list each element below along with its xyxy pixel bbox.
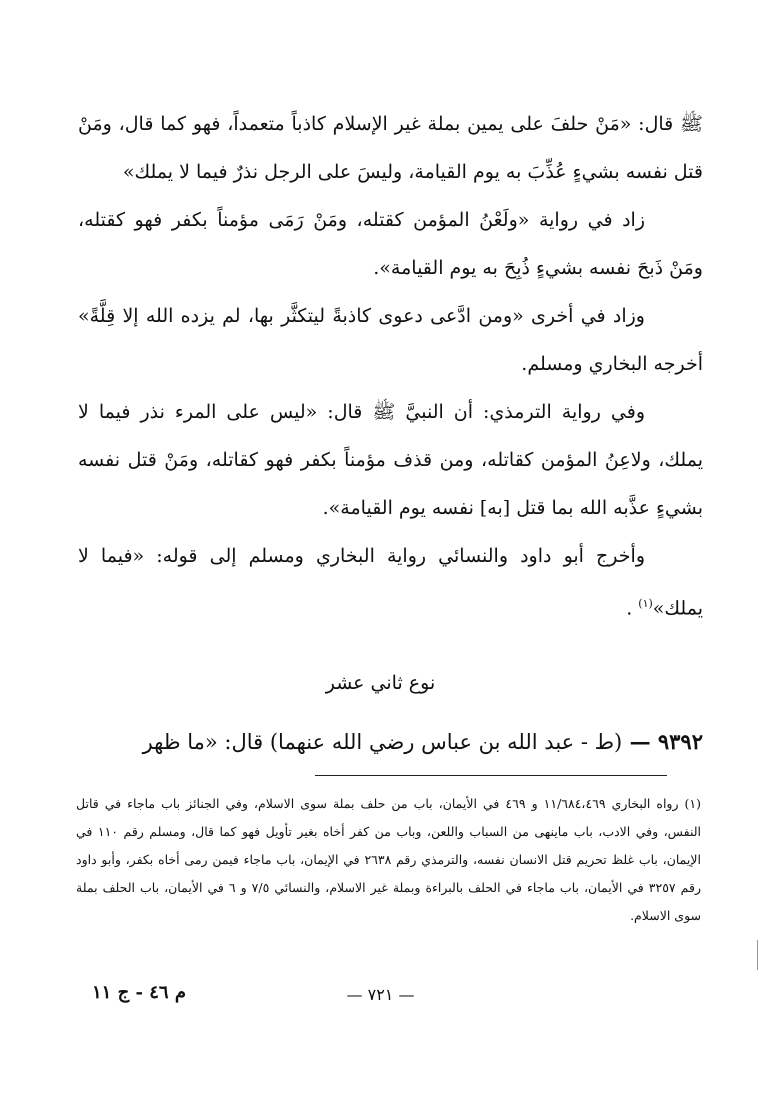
- paragraph-5: [78, 532, 703, 632]
- hadith-dash: —: [629, 729, 651, 754]
- footnote-reference: (١): [638, 597, 653, 610]
- paragraph-2: زاد في رواية «ولَعْنُ المؤمن كقتله، ومَنْ رَمَى مؤمناً بكفر فهو كقتله، ومَنْ ذَبحَ نفسه بشيءٍ ذُبِحَ به يوم القيامة».: [78, 209, 703, 279]
- footnote-text: (١) رواه البخاري ١١/٦٨٤،٤٦٩ و ٤٦٩ في الأيمان، باب من حلف بملة سوى الاسلام، وفي الجنائز باب ماجاء في قاتل النفس، وفي الادب، باب ماينهى من السباب واللعن، وباب من كفر أخاه بغير تأويل فهو كما قال، ومسلم رقم ١١٠ في الإيمان، باب غلظ تحريم قتل الانسان نفسه، والترمذي رقم ٢٦٣٨ في الإيمان، باب ماجاء فيمن رمى أخاه بكفر، وأبو داود رقم ٣٢٥٧ في الأيمان، باب ماجاء في الحلف بالبراءة وبملة غير الاسلام، والنسائي ٧/٥ و ٦ في الأيمان، باب الحلف بملة سوى الاسلام.: [76, 796, 702, 923]
- paragraph-3: وزاد في أخرى «ومن ادَّعى دعوى كاذبةً ليتكثَّر بها، لم يزده الله إلا قِلَّةً» أخرجه البخاري ومسلم.: [78, 305, 703, 375]
- hadith-number: ٩٣٩٢: [657, 729, 703, 754]
- footnote-separator: [315, 775, 667, 776]
- paragraph-5-text: وأخرج أبو داود والنسائي رواية البخاري ومسلم إلى قوله: «فيما لا يملك»: [78, 545, 703, 620]
- footnote: [76, 790, 701, 930]
- scan-edge-mark: [757, 940, 758, 970]
- printer-signature: م ٤٦ - ج ١١: [92, 982, 186, 1003]
- paragraph-5-period: .: [626, 597, 633, 620]
- hadith-header-text: (ط - عبد الله بن عباس رضي الله عنهما) قال: «ما ظهر: [142, 730, 623, 754]
- paragraph-4: وفي رواية الترمذي: أن النبيَّ ﷺ قال: «ليس على المرء نذر فيما لا يملك، ولاعِنُ المؤمن كقاتله، ومن قذف مؤمناً بكفر فهو كقاتله، ومَنْ قتل نفسه بشيءٍ عذَّبه الله بما قتل [به] نفسه يوم القيامة».: [78, 401, 703, 519]
- section-title: نوع ثاني عشر: [325, 672, 436, 694]
- paragraph-1: ﷺ قال: «مَنْ حلفَ على يمين بملة غير الإسلام كاذباً متعمداً، فهو كما قال، ومَنْ قتل نفسه بشيءٍ عُذِّبَ به يوم القيامة، وليسَ على الرجل نذرٌ فيما لا يملك»: [78, 113, 703, 183]
- hadith-header: [78, 718, 703, 766]
- page-number: — ٧٢١ —: [346, 985, 415, 1004]
- main-text: [78, 100, 703, 632]
